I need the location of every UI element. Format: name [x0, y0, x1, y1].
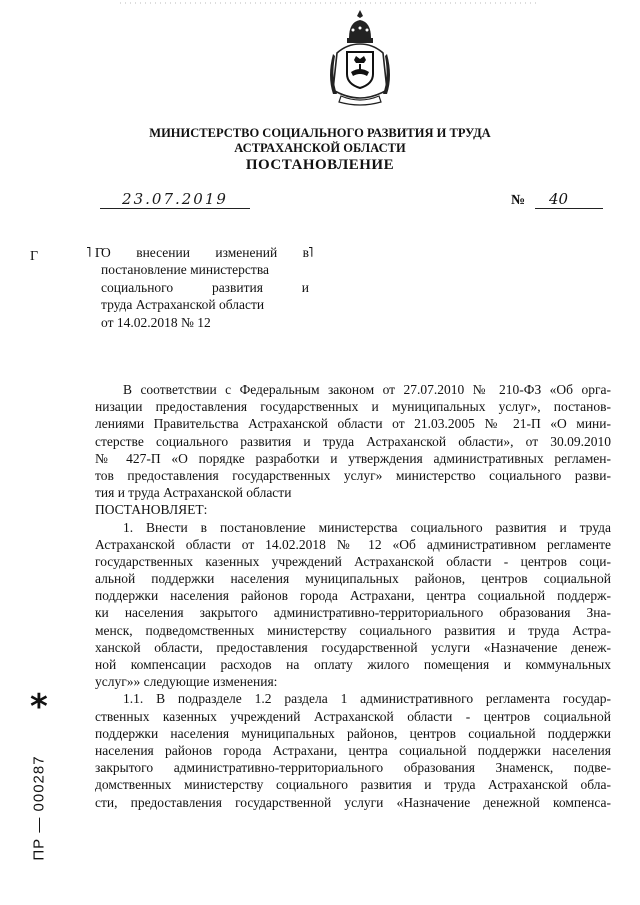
document-number: 40	[535, 190, 603, 209]
subject-line: постановление министерства	[101, 262, 270, 278]
corner-mark-left: Г	[30, 249, 39, 264]
margin-asterisk: *	[30, 687, 48, 727]
registration-code	[28, 745, 50, 870]
body-line: стерстве социального развития и труда Астраханской области», от 30.09.2010	[95, 433, 611, 449]
document-date: 23.07.2019	[100, 190, 250, 209]
body-line: сти, предоставления государственной услуги «Назначение денежной компенса-	[95, 794, 611, 810]
body-line: № 427-П «О порядке разработки и утверждения административных регламен-	[95, 450, 611, 466]
body-line: тия и труда Астраханской области	[95, 485, 292, 501]
body-line: ханской области, предоставления государственной услуги «Назначение денеж-	[95, 639, 611, 655]
body-line: Астраханской области от 14.02.2018 № 12 «Об административном регламенте	[95, 536, 611, 552]
ministry-name-line2: АСТРАХАНСКОЙ ОБЛАСТИ	[234, 141, 406, 155]
body-line: менск, подведомственных министерству социального развития и труда Астра-	[95, 622, 611, 638]
body-line: 1. Внести в постановление министерства социального развития и труда	[123, 519, 611, 535]
body-line: низации предоставления государственных и муниципальных услуг», постанов-	[95, 399, 611, 415]
subject-line: от 14.02.2018 № 12	[101, 314, 211, 330]
body-line: лениями Правительства Астраханской области от 21.03.2005 № 21-П «О мини-	[95, 416, 611, 432]
document-body	[95, 381, 611, 811]
subject-line: О внесении изменений в	[101, 245, 309, 260]
body-line: ки населения закрытого административно-территориального образования Зна-	[95, 605, 611, 621]
registration-code-text: ПР — 000287	[30, 754, 48, 861]
ministry-name	[40, 126, 600, 156]
subject-line: труда Астраханской области	[101, 297, 265, 313]
coat-of-arms-emblem	[327, 8, 393, 108]
document-subject	[101, 244, 309, 331]
body-line: поддержки населения районов города Астрахани, центра социальной поддерж-	[95, 588, 611, 604]
body-line: домственных министерству социального развития и труда Астраханской обла-	[95, 777, 611, 793]
scan-noise-decoration	[0, 0, 640, 8]
body-line: закрытого административно-территориального образования Знаменск, подве-	[95, 760, 611, 776]
corner-mark-close: ˥	[308, 246, 314, 261]
body-line: услуг»» следующие изменения:	[95, 674, 278, 690]
body-line: В соответствии с Федеральным законом от 27.07.2010 № 210-ФЗ «Об орга-	[123, 382, 611, 397]
body-line: поддержки населения муниципальных районов, центров социальной поддержки	[95, 725, 611, 741]
body-line: 1.1. В подразделе 1.2 раздела 1 административного регламента государ-	[123, 691, 611, 707]
body-line: альной поддержки населения муниципальных районов, центров социальной	[95, 571, 611, 587]
body-line: ственных казенных учреждений Астраханской области - центров социальной	[95, 708, 611, 724]
body-line: тов предоставления государственных услуг» министерство социального разви-	[95, 467, 611, 483]
document-type-title: ПОСТАНОВЛЕНИЕ	[245, 157, 395, 173]
number-label: №	[511, 193, 526, 208]
body-line: ной компенсации расходов на оплату жилого помещения и коммунальных	[95, 657, 611, 672]
resolves-heading: ПОСТАНОВЛЯЕТ:	[95, 502, 208, 518]
body-line: населения районов города Астрахани, центра социальной поддержки населения	[95, 742, 611, 758]
ministry-name-line1: МИНИСТЕРСТВО СОЦИАЛЬНОГО РАЗВИТИЯ И ТРУДА	[149, 126, 491, 140]
corner-mark-open: ˥ Г	[86, 246, 103, 261]
body-line: государственных казенных учреждений Астраханской области - центров соци-	[95, 553, 611, 569]
subject-line: социального развития и	[101, 279, 309, 295]
